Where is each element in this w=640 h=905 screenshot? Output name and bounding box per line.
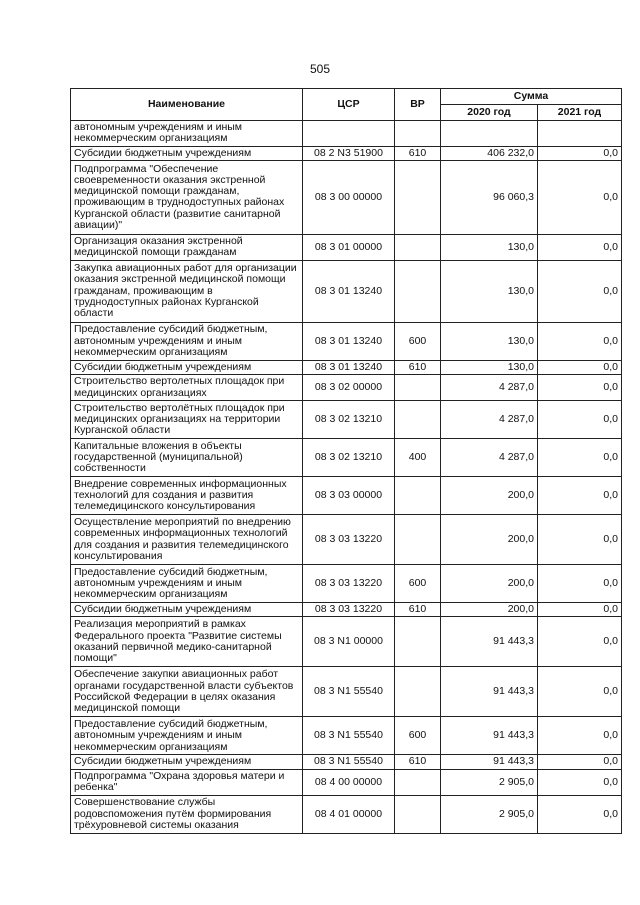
cell-vr: 610	[395, 603, 441, 617]
cell-vr	[395, 260, 441, 322]
cell-csr: 08 3 N1 55540	[303, 717, 395, 755]
cell-sum-2020: 200,0	[441, 603, 538, 617]
cell-csr: 08 3 02 13210	[303, 439, 395, 477]
cell-name: Реализация мероприятий в рамках Федерального проекта "Развитие системы оказаний первичной медико-санитарной помощи"	[71, 617, 303, 667]
table-row	[71, 755, 622, 769]
table-row	[71, 477, 622, 515]
table-row	[71, 322, 622, 360]
cell-sum-2021: 0,0	[538, 769, 622, 795]
cell-csr: 08 3 01 13240	[303, 260, 395, 322]
cell-name: Обеспечение закупки авиационных работ органами государственной власти субъектов Российской Федерации в целях оказания медицинской помощи	[71, 667, 303, 717]
cell-vr	[395, 375, 441, 401]
cell-name: автономным учреждениям и иным некоммерческим организациям	[71, 121, 303, 147]
cell-vr: 600	[395, 322, 441, 360]
page-number: 505	[309, 62, 331, 76]
budget-table	[70, 88, 622, 834]
header-vr: ВР	[395, 89, 441, 121]
cell-sum-2021: 0,0	[538, 160, 622, 234]
cell-vr	[395, 617, 441, 667]
cell-sum-2021: 0,0	[538, 617, 622, 667]
cell-sum-2020: 130,0	[441, 322, 538, 360]
cell-name: Строительство вертолетных площадок при медицинских организациях	[71, 375, 303, 401]
cell-sum-2021: 0,0	[538, 439, 622, 477]
cell-csr: 08 3 03 00000	[303, 477, 395, 515]
cell-sum-2021: 0,0	[538, 375, 622, 401]
cell-name: Субсидии бюджетным учреждениям	[71, 603, 303, 617]
table-row	[71, 234, 622, 260]
cell-sum-2021: 0,0	[538, 603, 622, 617]
cell-name: Субсидии бюджетным учреждениям	[71, 146, 303, 160]
cell-name: Закупка авиационных работ для организации оказания экстренной медицинской помощи гражданам, проживающим в труднодоступных районах Курганской области	[71, 260, 303, 322]
cell-name: Внедрение современных информационных технологий для создания и развития телемедицинского консультирования	[71, 477, 303, 515]
cell-name: Субсидии бюджетным учреждениям	[71, 360, 303, 374]
table-row	[71, 795, 622, 833]
cell-sum-2020: 4 287,0	[441, 401, 538, 439]
cell-sum-2020: 2 905,0	[441, 769, 538, 795]
cell-csr: 08 3 N1 00000	[303, 617, 395, 667]
cell-sum-2020: 406 232,0	[441, 146, 538, 160]
cell-sum-2021: 0,0	[538, 515, 622, 565]
cell-csr: 08 3 02 13210	[303, 401, 395, 439]
cell-sum-2021: 0,0	[538, 146, 622, 160]
header-sum: Сумма	[441, 89, 622, 105]
cell-sum-2020: 4 287,0	[441, 375, 538, 401]
table-row	[71, 121, 622, 147]
header-2020: 2020 год	[441, 105, 538, 121]
cell-csr: 08 3 00 00000	[303, 160, 395, 234]
cell-vr	[395, 477, 441, 515]
cell-csr: 08 3 03 13220	[303, 603, 395, 617]
table-row	[71, 565, 622, 603]
cell-vr	[395, 769, 441, 795]
cell-csr: 08 4 01 00000	[303, 795, 395, 833]
cell-sum-2021: 0,0	[538, 795, 622, 833]
cell-name: Субсидии бюджетным учреждениям	[71, 755, 303, 769]
table-row	[71, 439, 622, 477]
table-header	[71, 89, 622, 121]
cell-sum-2020: 96 060,3	[441, 160, 538, 234]
cell-vr	[395, 795, 441, 833]
cell-sum-2021: 0,0	[538, 360, 622, 374]
table-row	[71, 717, 622, 755]
table-body	[71, 121, 622, 834]
header-csr: ЦСР	[303, 89, 395, 121]
table-row	[71, 375, 622, 401]
cell-sum-2020: 130,0	[441, 234, 538, 260]
cell-csr	[303, 121, 395, 147]
cell-vr: 600	[395, 565, 441, 603]
cell-csr: 08 3 03 13220	[303, 565, 395, 603]
cell-sum-2021: 0,0	[538, 755, 622, 769]
cell-name: Строительство вертолётных площадок при медицинских организациях на территории Курганской области	[71, 401, 303, 439]
cell-name: Предоставление субсидий бюджетным, автономным учреждениям и иным некоммерческим организациям	[71, 565, 303, 603]
cell-csr: 08 3 01 13240	[303, 360, 395, 374]
cell-sum-2020: 91 443,3	[441, 667, 538, 717]
cell-vr	[395, 401, 441, 439]
cell-vr: 610	[395, 146, 441, 160]
table-row	[71, 617, 622, 667]
cell-csr: 08 3 02 00000	[303, 375, 395, 401]
cell-sum-2021	[538, 121, 622, 147]
cell-sum-2020: 91 443,3	[441, 755, 538, 769]
cell-sum-2021: 0,0	[538, 667, 622, 717]
cell-vr	[395, 234, 441, 260]
cell-sum-2021: 0,0	[538, 401, 622, 439]
cell-sum-2020: 2 905,0	[441, 795, 538, 833]
cell-sum-2021: 0,0	[538, 234, 622, 260]
cell-vr: 610	[395, 360, 441, 374]
cell-vr: 400	[395, 439, 441, 477]
cell-sum-2021: 0,0	[538, 717, 622, 755]
table-row	[71, 401, 622, 439]
cell-sum-2020: 91 443,3	[441, 617, 538, 667]
cell-csr: 08 3 01 00000	[303, 234, 395, 260]
table-row	[71, 360, 622, 374]
cell-csr: 08 4 00 00000	[303, 769, 395, 795]
cell-name: Предоставление субсидий бюджетным, автономным учреждениям и иным некоммерческим организациям	[71, 717, 303, 755]
cell-sum-2020: 91 443,3	[441, 717, 538, 755]
cell-name: Капитальные вложения в объекты государственной (муниципальной) собственности	[71, 439, 303, 477]
cell-sum-2021: 0,0	[538, 322, 622, 360]
header-2021: 2021 год	[538, 105, 622, 121]
cell-vr	[395, 121, 441, 147]
table-row	[71, 260, 622, 322]
cell-sum-2020: 200,0	[441, 565, 538, 603]
cell-sum-2020: 130,0	[441, 360, 538, 374]
header-name: Наименование	[71, 89, 303, 121]
cell-sum-2021: 0,0	[538, 260, 622, 322]
cell-sum-2020	[441, 121, 538, 147]
table-row	[71, 160, 622, 234]
cell-vr	[395, 667, 441, 717]
cell-csr: 08 3 01 13240	[303, 322, 395, 360]
cell-vr: 600	[395, 717, 441, 755]
cell-sum-2020: 130,0	[441, 260, 538, 322]
cell-name: Подпрограмма "Охрана здоровья матери и ребенка"	[71, 769, 303, 795]
cell-sum-2021: 0,0	[538, 565, 622, 603]
cell-name: Предоставление субсидий бюджетным, автономным учреждениям и иным некоммерческим организациям	[71, 322, 303, 360]
table-row	[71, 667, 622, 717]
cell-vr	[395, 515, 441, 565]
cell-name: Осуществление мероприятий по внедрению современных информационных технологий для создания и развития телемедицинского консультирования	[71, 515, 303, 565]
cell-csr: 08 3 N1 55540	[303, 755, 395, 769]
cell-csr: 08 2 N3 51900	[303, 146, 395, 160]
table-row	[71, 603, 622, 617]
cell-sum-2020: 4 287,0	[441, 439, 538, 477]
cell-name: Совершенствование службы родовспоможения путём формирования трёхуровневой системы оказания	[71, 795, 303, 833]
cell-sum-2020: 200,0	[441, 477, 538, 515]
table-row	[71, 515, 622, 565]
cell-vr: 610	[395, 755, 441, 769]
cell-name: Организация оказания экстренной медицинской помощи гражданам	[71, 234, 303, 260]
cell-name: Подпрограмма "Обеспечение своевременности оказания экстренной медицинской помощи гражданам, проживающим в труднодоступных районах Курганской области (развитие санитарной авиации)"	[71, 160, 303, 234]
cell-csr: 08 3 03 13220	[303, 515, 395, 565]
table-row	[71, 146, 622, 160]
cell-sum-2020: 200,0	[441, 515, 538, 565]
cell-csr: 08 3 N1 55540	[303, 667, 395, 717]
cell-sum-2021: 0,0	[538, 477, 622, 515]
cell-vr	[395, 160, 441, 234]
table-row	[71, 769, 622, 795]
